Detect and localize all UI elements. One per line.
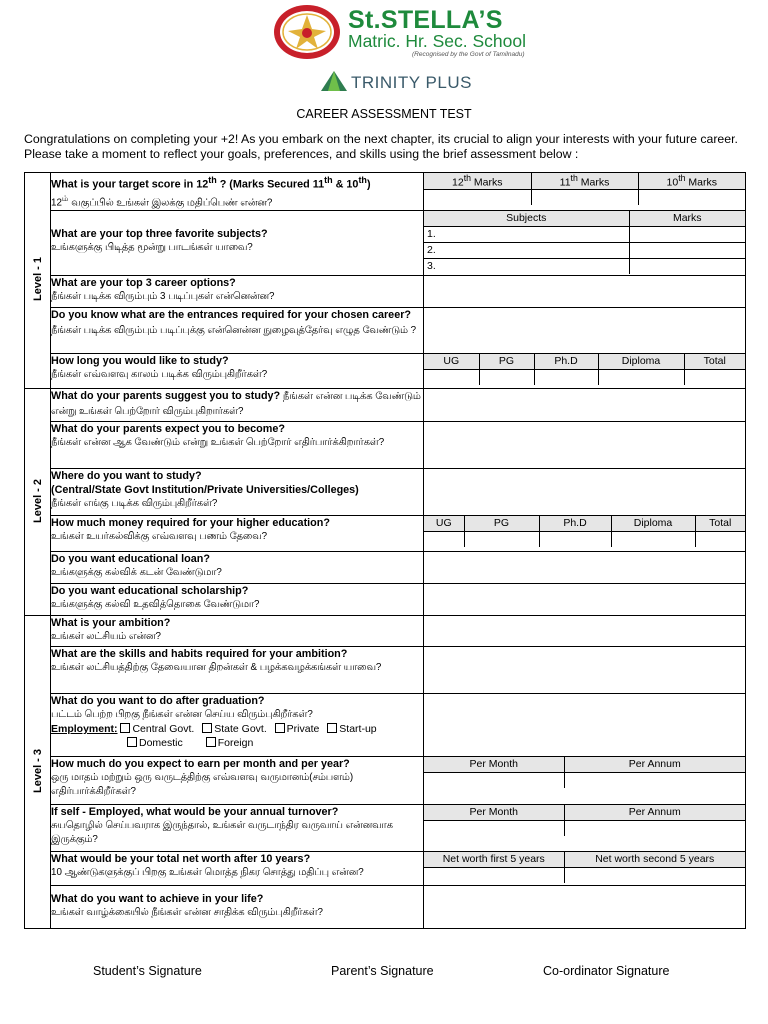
table-row — [25, 275, 746, 307]
diploma-header: Diploma — [598, 354, 684, 370]
diploma-cost-input[interactable] — [611, 531, 695, 547]
turnover-month-input[interactable] — [424, 820, 564, 836]
salary-annum-input[interactable] — [564, 772, 745, 788]
answer-input[interactable] — [424, 615, 746, 646]
total-header: Total — [695, 516, 745, 532]
question-cell: How much money required for your higher education? உங்கள் உயர்கல்விக்கு எவ்வளவு பணம் தேவை? — [51, 515, 424, 551]
question-cell — [51, 173, 424, 211]
salary-month-input[interactable] — [424, 772, 564, 788]
per-month-header: Per Month — [424, 757, 564, 773]
level-2-cell — [25, 388, 51, 615]
table-row — [25, 646, 746, 693]
level-3-label: Level - 3 — [31, 748, 44, 793]
answer-cell — [424, 515, 746, 551]
table-row — [25, 173, 746, 211]
central-govt-checkbox[interactable] — [120, 723, 130, 733]
header-10th-marks: 10th Marks — [638, 173, 745, 189]
header-11th-marks: 11th Marks — [531, 173, 638, 189]
domestic-checkbox[interactable] — [127, 737, 137, 747]
per-annum-header: Per Annum — [564, 757, 745, 773]
level-2-label: Level - 2 — [31, 478, 44, 523]
table-row — [25, 468, 746, 515]
question-cell: Do you want educational scholarship? உங்களுக்கு கல்வி உதவித்தொகை வேண்டுமா? — [51, 583, 424, 615]
question-en: What is your target score in 12th ? (Marks Secured 11th & 10th) — [51, 175, 371, 191]
table-row — [25, 756, 746, 804]
question-cell: What are your top 3 career options? நீங்கள் படிக்க விரும்பும் 3 படிப்புகள் என்னென்ன? — [51, 275, 424, 307]
ug-header: UG — [424, 354, 479, 370]
question-cell: What do your parents suggest you to study? நீங்கள் என்ன படிக்க வேண்டும் என்று உங்கள் பெற்றோர் விரும்புகிறார்கள்? — [51, 388, 424, 421]
total-cost-input[interactable] — [695, 531, 745, 547]
subject-input-2[interactable]: 2. — [424, 242, 629, 258]
private-checkbox[interactable] — [275, 723, 285, 733]
mark-input-3[interactable] — [629, 258, 745, 274]
school-recognition: (Recognised by the Govt of Tamilnadu) — [412, 51, 525, 58]
mark-input-2[interactable] — [629, 242, 745, 258]
table-row — [25, 615, 746, 646]
question-cell: How long you would like to study? நீங்கள் எவ்வளவு காலம் படிக்க விரும்புகிறீர்கள்? — [51, 353, 424, 388]
net-worth-first-header: Net worth first 5 years — [424, 852, 564, 868]
table-row — [25, 693, 746, 756]
question-cell: What would be your total net worth after 10 years? 10 ஆண்டுகளுக்குப் பிறகு உங்கள் மொத்த நிகர சொத்து மதிப்பு என்ன? — [51, 851, 424, 885]
answer-input[interactable] — [424, 583, 746, 615]
question-cell: What are the skills and habits required for your ambition? உங்கள் லட்சியத்திற்கு தேவையான திறன்கள் & பழக்கவழக்கங்கள் யாவை? — [51, 646, 424, 693]
phd-header: Ph.D — [534, 354, 598, 370]
table-row — [25, 307, 746, 353]
ug-years-input[interactable] — [424, 369, 479, 385]
total-header: Total — [684, 354, 745, 370]
answer-cell — [424, 756, 746, 804]
total-years-input[interactable] — [684, 369, 745, 385]
intro-paragraph: Congratulations on completing your +2! As you embark on the next chapter, its crucial to align your interests with your future career. Please take a moment to reflect your goals, preferences, and skills using the brief assessment below : — [24, 132, 738, 161]
input-12th-marks[interactable] — [424, 189, 531, 205]
question-cell: If self - Employed, what would be your annual turnover? சுயதொழில் செய்பவராக இருந்தால், உங்கள் வருடாந்திர வருவாய் என்னவாக இருக்கும்? — [51, 804, 424, 851]
subject-input-3[interactable]: 3. — [424, 258, 629, 274]
employment-options: Employment: Central Govt. State Govt. Private Start-up — [51, 722, 377, 735]
pg-header: PG — [479, 354, 534, 370]
table-row — [25, 515, 746, 551]
answer-input[interactable] — [424, 468, 746, 515]
pg-cost-input[interactable] — [464, 531, 539, 547]
net-worth-first-input[interactable] — [424, 867, 564, 883]
question-cell: What do you want to achieve in your life? உங்கள் வாழ்க்கையில் நீங்கள் என்ன சாதிக்க விரும்புகிறீர்கள்? — [51, 885, 424, 928]
turnover-annum-input[interactable] — [564, 820, 745, 836]
answer-cell — [424, 851, 746, 885]
document-header — [0, 0, 768, 128]
ug-cost-input[interactable] — [424, 531, 464, 547]
question-cell: What do your parents expect you to become? நீங்கள் என்ன ஆக வேண்டும் என்று உங்கள் பெற்றோர் எதிர்பார்க்கிறார்கள்? — [51, 421, 424, 468]
school-subtitle: Matric. Hr. Sec. School — [348, 31, 526, 51]
input-10th-marks[interactable] — [638, 189, 745, 205]
marks-header: Marks — [629, 211, 745, 227]
question-cell: Do you know what are the entrances required for your chosen career? நீங்கள் படிக்க விரும்பும் படிப்புக்கு என்னென்ன நுழைவுத்தேர்வு எழுத வேண்டும் ? — [51, 307, 424, 353]
answer-input[interactable] — [424, 885, 746, 928]
level-1-cell — [25, 173, 51, 389]
table-row — [25, 851, 746, 885]
table-row — [25, 421, 746, 468]
subjects-header: Subjects — [424, 211, 629, 227]
table-row — [25, 583, 746, 615]
pg-header: PG — [464, 516, 539, 532]
start-up-checkbox[interactable] — [327, 723, 337, 733]
question-cell: What do you want to do after graduation? பட்டம் பெற்ற பிறகு நீங்கள் என்ன செய்ய விரும்புகிறீர்கள்? Employment: Central Govt. State Govt. Private Start-up Domestic Foreign — [51, 693, 424, 756]
diploma-header: Diploma — [611, 516, 695, 532]
table-row — [25, 885, 746, 928]
net-worth-second-header: Net worth second 5 years — [564, 852, 745, 868]
school-name: St.STELLA’S — [348, 6, 503, 34]
question-cell: Do you want educational loan? உங்களுக்கு கல்விக் கடன் வேண்டுமா? — [51, 551, 424, 583]
answer-cell — [424, 804, 746, 851]
state-govt-checkbox[interactable] — [202, 723, 212, 733]
question-cell: Where do you want to study? (Central/State Govt Institution/Private Universities/Colleges) நீங்கள் எங்கு படிக்க விரும்புகிறீர்கள்? — [51, 468, 424, 515]
input-11th-marks[interactable] — [531, 189, 638, 205]
trinity-plus-logo-icon — [320, 70, 348, 92]
answer-input[interactable] — [424, 646, 746, 693]
answer-input[interactable] — [424, 307, 746, 353]
per-annum-header: Per Annum — [564, 805, 745, 821]
table-row — [25, 804, 746, 851]
phd-years-input[interactable] — [534, 369, 598, 385]
table-row — [25, 388, 746, 421]
question-cell: How much do you expect to earn per month and per year? ஒரு மாதம் மற்றும் ஒரு வருடத்திற்கு எவ்வளவு வருமானம்(சம்பளம்) எதிர்பார்க்கிறீர்கள்? — [51, 756, 424, 804]
subject-input-1[interactable]: 1. — [424, 226, 629, 242]
foreign-checkbox[interactable] — [206, 737, 216, 747]
question-cell: What are your top three favorite subjects? உங்களுக்கு பிடித்த மூன்று பாடங்கள் யாவை? — [51, 210, 424, 275]
ug-header: UG — [424, 516, 464, 532]
page-title: CAREER ASSESSMENT TEST — [296, 107, 472, 121]
coordinator-signature: Co-ordinator Signature — [543, 964, 670, 978]
pg-years-input[interactable] — [479, 369, 534, 385]
answer-input[interactable] — [424, 388, 746, 421]
question-ta: $12^{ம்}$ வகுப்பில் உங்கள் இலக்கு மதிப்பெண் என்ன? — [51, 193, 273, 208]
answer-input[interactable] — [424, 551, 746, 583]
partner-name: TRINITY PLUS — [351, 73, 472, 92]
per-month-header: Per Month — [424, 805, 564, 821]
level-1-label: Level - 1 — [31, 257, 44, 302]
phd-cost-input[interactable] — [539, 531, 611, 547]
answer-input[interactable] — [424, 421, 746, 468]
parent-signature: Parent’s Signature — [331, 964, 434, 978]
answer-cell — [424, 353, 746, 388]
level-3-cell — [25, 615, 51, 928]
header-12th-marks: 12th Marks — [424, 173, 531, 189]
table-row — [25, 551, 746, 583]
answer-input[interactable] — [424, 275, 746, 307]
net-worth-second-input[interactable] — [564, 867, 745, 883]
answer-cell — [424, 210, 746, 275]
mark-input-1[interactable] — [629, 226, 745, 242]
assessment-table — [24, 172, 746, 929]
diploma-years-input[interactable] — [598, 369, 684, 385]
student-signature: Student’s Signature — [93, 964, 202, 978]
employment-options-2: Domestic Foreign — [51, 736, 423, 750]
phd-header: Ph.D — [539, 516, 611, 532]
school-crest-icon — [272, 3, 342, 61]
table-row — [25, 210, 746, 275]
answer-input[interactable] — [424, 693, 746, 756]
answer-cell — [424, 173, 746, 211]
table-row — [25, 353, 746, 388]
question-cell: What is your ambition? உங்கள் லட்சியம் என்ன? — [51, 615, 424, 646]
